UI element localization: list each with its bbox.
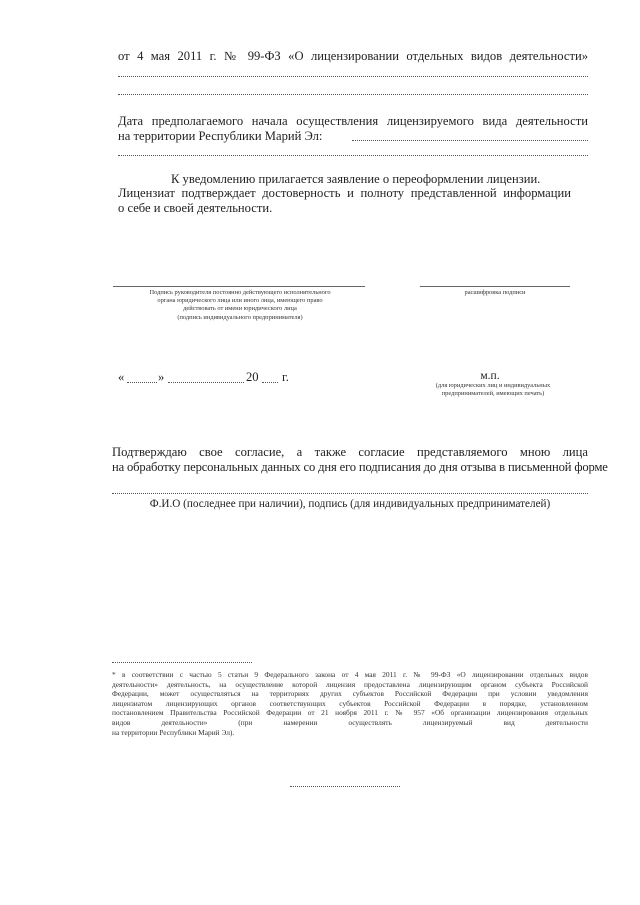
date-year-prefix: 20 [246,370,259,384]
date-open-quote: « [118,370,125,384]
stamp-label: м.п. [480,370,500,382]
fill-line [352,140,588,141]
footnote-text: * в соответствии с частью 5 статьи 9 Федерального закона от 4 мая 2011 г. № 99-ФЗ «О лицензировании отдельных видов деятельности» деятельность, на осуществление которой лицензия предоставлена лицензирующим органом субъекта Российской Федерации, может осуществляться на территориях других субъектов Российской Федерации при условии уведомления лицензиатом лицензирующих органов соответствующих субъектов Российской Федерации в порядке, установленном постановлением Правительства Российской Федерации от 21 ноября 2011 г. № 957 «Об организации лицензирования отдельных видов деятельности» (при намерении осуществлять лицензируемый вид деятельности на территории Республики Марий Эл). [112,670,588,737]
fill-line [118,155,588,156]
attachment-line-3: о себе и своей деятельности. [118,201,273,215]
consent-line-2: на обработку персональных данных со дня его подписания до дня отзыва в письменной форме [112,460,608,474]
signature-line [113,286,365,287]
page-end-separator [290,786,400,787]
fill-line [118,76,588,77]
stamp-note: (для юридических лиц и индивидуальных предпринимателей, имеющих печать) [435,382,551,398]
attachment-line-2: Лицензиат подтверждает достоверность и полноту представленной информации [118,186,571,200]
attachment-line-1: К уведомлению прилагается заявление о переоформлении лицензии. [171,172,541,186]
signature-decode-caption: расшифровка подписи [464,289,526,296]
date-month-blank [168,382,244,383]
start-date-line-1: Дата предполагаемого начала осуществления лицензируемого вида деятельности [118,114,588,128]
date-close-quote: » [158,370,165,384]
start-date-line-2: на территории Республики Марий Эл: [118,129,323,143]
date-year-suffix: г. [282,370,289,384]
signature-decode-line [420,286,570,287]
law-reference-line: от 4 мая 2011 г. № 99-ФЗ «О лицензировании отдельных видов деятельности» [118,49,588,63]
consent-signature-line [112,493,588,494]
consent-line-1: Подтверждаю свое согласие, а также согласие представляемого мною лица [112,445,588,459]
consent-caption: Ф.И.О (последнее при наличии), подпись (для индивидуальных предпринимателей) [149,498,551,510]
footnote-separator [112,662,252,663]
fill-line [118,94,588,95]
signature-caption: Подпись руководителя постоянно действующего исполнительного органа юридического лица или иного лица, имеющего право действовать от имени юридического лица (подпись индивидуального предпринимателя) [149,289,331,321]
date-year-blank [262,382,278,383]
date-day-blank [127,382,157,383]
